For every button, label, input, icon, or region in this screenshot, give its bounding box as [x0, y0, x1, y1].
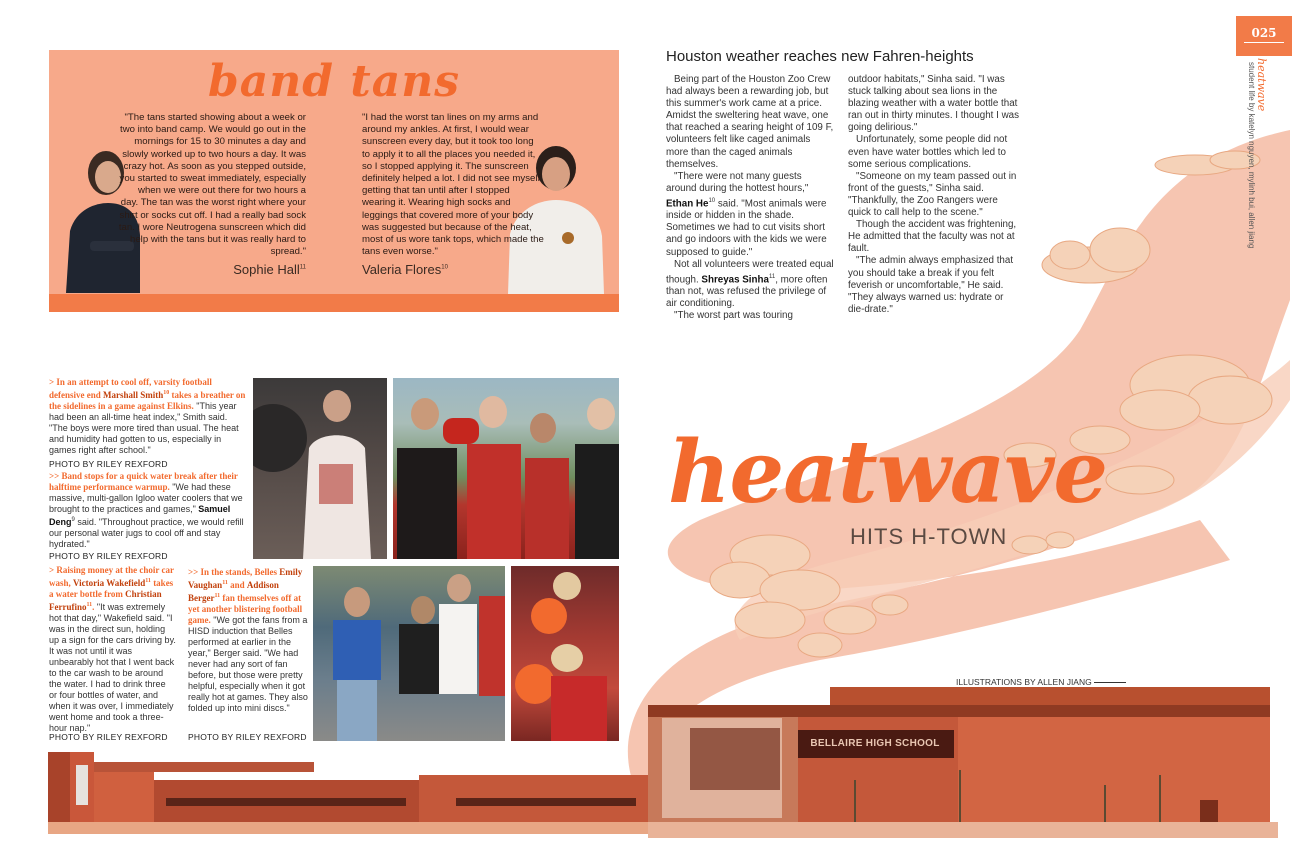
grade: 11 — [145, 578, 151, 584]
name: Emily Vaughan — [188, 567, 303, 590]
caption-4 — [188, 567, 310, 714]
grade: 10 — [163, 390, 170, 396]
signature-sophie-hall — [180, 262, 306, 277]
left-building — [48, 752, 654, 834]
text: fan themselves off at yet another blistering football game. — [188, 593, 303, 625]
name-shreyas-sinha: Shreyas Sinha — [701, 274, 769, 286]
quote-valeria-flores: "I had the worst tan lines on my arms and around my ankles. At first, I would wear sunscreen every day, but it took too long to apply it to all the places you needed it, so I stopped applying it. The sunscreen definitely helped a lot. I did not see myself getting that tan until after I stopped wearing it. Wearing high socks and leggings that covered more of your body was suggested but because of the heat, most of us wore tank tops, which made the tans even worse." — [362, 112, 544, 258]
name: Marshall Smith — [103, 390, 164, 400]
caption-1 — [49, 377, 247, 456]
photo-belles-fans — [511, 566, 619, 741]
name-valeria-flores: Valeria Flores — [362, 262, 442, 277]
grade: 11 — [214, 593, 221, 599]
caption-3 — [49, 565, 176, 734]
paragraph — [666, 171, 834, 259]
name-ethan-he: Ethan He — [666, 198, 709, 210]
page-number: 025 — [1251, 26, 1277, 40]
article-title: Houston weather reaches new Fahren-heights — [666, 48, 974, 65]
band-tans-title: band tans — [208, 56, 460, 107]
text: > In an attempt to cool off, varsity football defensive end — [49, 377, 212, 400]
signature-valeria-flores — [362, 262, 502, 277]
illustration-credit-rule — [1094, 682, 1126, 683]
paragraph: "The worst part was touring — [674, 310, 793, 322]
text: takes a water bottle from — [49, 578, 174, 599]
grade: 9 — [71, 517, 75, 523]
name: Samuel Deng — [49, 504, 231, 527]
paragraph: "The admin always emphasized that you should take a break if you felt feverish or uncomfortable," He said. "They always warned us: hydrate or die-drate." — [848, 255, 1014, 315]
photo-illustration — [313, 566, 505, 741]
heatwave-subtitle: HITS H-TOWN — [850, 524, 1008, 549]
photo-illustration — [253, 378, 387, 559]
photo-car-wash — [313, 566, 505, 741]
text: and — [227, 580, 247, 590]
text: Not all volunteers were treated equal though. — [666, 258, 834, 286]
grade-valeria-flores: 10 — [441, 264, 448, 271]
folio-underline — [1244, 42, 1284, 43]
article-column-1 — [666, 74, 834, 322]
grade: 11 — [222, 580, 228, 586]
photo-credit: PHOTO BY RILEY REXFORD — [188, 732, 307, 742]
text: said. "Most animals were inside or hidden in the shade. Sometimes we had to cut visits short and go indoors with the kids we were supposed to guide." — [666, 198, 827, 258]
text: takes a breather on the sidelines in a game against Elkins. — [49, 390, 246, 411]
text: . — [92, 602, 95, 612]
paragraph — [666, 259, 834, 311]
paragraph: "Someone on my team passed out in front of the guests," Sinha said. "Thankfully, the Zoo Rangers were quick to call help to the scene." — [848, 170, 1017, 219]
photo-credit: PHOTO BY RILEY REXFORD — [49, 459, 168, 469]
photo-football-player — [253, 378, 387, 559]
name: Addison Berger — [188, 580, 279, 603]
name-sophie-hall: Sophie Hall — [233, 262, 300, 277]
paragraph: Being part of the Houston Zoo Crew had always been a rewarding job, but this summer's work came at a price. Amidst the sweltering heat wave, one that reached a searing height of 109 F, volunteers felt like caged animals more than the caged animals themselves. — [666, 74, 834, 170]
name: Christian Ferrufino — [49, 589, 162, 612]
caption-body: "We had these massive, multi-gallon Igloo water coolers that we brought to the practices and games," — [49, 482, 243, 514]
caption-body: "This year had been an all-time heat index," Smith said. "The boys were more tired than usual. The heat and humidity had gotten to us, especially in games right after school." — [49, 401, 239, 455]
section-credit: student life by katelyn nguyen, mylinh bui, allen jiang — [1247, 62, 1256, 249]
school-sign: BELLAIRE HIGH SCHOOL — [810, 738, 940, 749]
photo-illustration — [393, 378, 619, 559]
caption-2 — [49, 471, 247, 550]
article-column-2 — [848, 74, 1020, 316]
photo-illustration — [511, 566, 619, 741]
grade: 11 — [86, 602, 93, 608]
photo-band-water-break — [393, 378, 619, 559]
main-building — [648, 687, 1278, 838]
paragraph: Though the accident was frightening, He admitted that the faculty was not at fault. — [848, 219, 1017, 255]
grade-sophie-hall: 11 — [299, 264, 306, 271]
paragraph: outdoor habitats," Sinha said. "I was stuck talking about sea lions in the blazing weather with a water bottle that ran out in thirty minutes. I thought I was going delirious." — [848, 74, 1019, 134]
quote-sophie-hall: "The tans started showing about a week or two into band camp. We would go out in the mornings for 15 to 30 minutes a day and slowly worked up to two hours a day. It was crazy hot. As soon as you stepped outside, you started to sweat immediately, especially when we were out there for two hours a day. The tan was the worst right where your shirt or socks cut off. I had a really bad sock tan. I wore Neutrogena sunscreen which did help with the tans but it was really hard to spread." — [118, 112, 306, 258]
text: >> In the stands, Belles — [188, 567, 280, 577]
heatwave-title: heatwave — [668, 422, 1108, 523]
grade: 11 — [768, 273, 776, 280]
section-label: heatwave — [1255, 58, 1268, 112]
caption-body: "We got the fans from a HISD induction that Belles performed at earlier in the year," Berger said. "We had never had any sort of fan before, but those were pretty helpful, especially when it got really hot at games. They also folded up into mini discs." — [188, 615, 308, 713]
caption-body: "It was extremely hot that day," Wakefield said. "I was in the direct sun, holding up a sign for the cars driving by. It was not until it was unbearably hot that I went back to the car wash to be around the water. I had to drink three or four bottles of water, and when it was over, I immediately went home and took a three-hour nap." — [49, 602, 176, 733]
text: > Raising money at the choir car wash, — [49, 565, 174, 588]
paragraph: Unfortunately, some people did not even have water bottles which led to some serious complications. — [848, 134, 1008, 170]
band-tans-strip — [49, 294, 619, 312]
caption-body: said. "Throughout practice, we would refill our personal water jugs to cool off and stay hydrated." — [49, 517, 244, 549]
photo-credit: PHOTO BY RILEY REXFORD — [49, 551, 168, 561]
text: "There were not many guests around during the hottest hours," — [666, 170, 809, 194]
caption-lead: >> Band stops for a quick water break after their halftime performance warmup. — [49, 471, 238, 492]
name: Victoria Wakefield — [73, 578, 146, 588]
grade: 10 — [708, 197, 716, 204]
text: , more often than not, was refused the privilege of air conditioning. — [666, 274, 828, 310]
illustration-credit: ILLUSTRATIONS BY ALLEN JIANG — [956, 677, 1092, 687]
photo-credit: PHOTO BY RILEY REXFORD — [49, 732, 168, 742]
